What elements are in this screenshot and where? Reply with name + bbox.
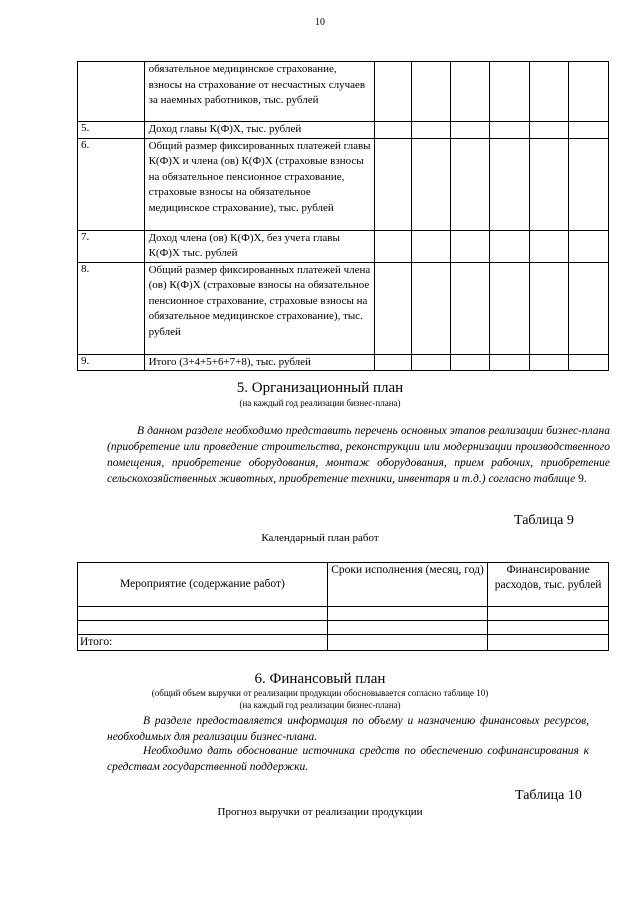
table-row [78,138,609,230]
financial-results-table [77,61,609,371]
table-header-row [78,563,609,607]
row-number: 5. [78,122,145,139]
row-number: 7. [78,230,145,262]
row-number: 9. [78,354,145,371]
table-row [78,62,609,122]
row-number: 8. [78,262,145,354]
calendar-plan-table [77,562,609,651]
column-header: Сроки исполнения (месяц, год) [327,563,487,607]
row-label: Доход главы К(Ф)Х, тыс. рублей [144,122,375,139]
table-row [78,122,609,139]
row-number: 6. [78,138,145,230]
table9-caption: Таблица 9 [514,513,574,528]
section5-table-ref: 9. [578,473,587,485]
table10-title: Прогноз выручки от реализации продукции [217,806,423,818]
row-number [78,62,145,122]
section5-paragraph-text: В данном разделе необходимо представить перечень основных этапов реализации бизнес-плана (приобретение или проведение строительства, реконструкции или модернизации производственного помещения, приобретение оборудования, монтаж оборудования, прием рабочих, приобретение сельскохозяйственных животных, приобретение техники, инвентаря и т.д.) согласно таблице [107,425,610,485]
table-row [78,262,609,354]
row-label: Итого (3+4+5+6+7+8), тыс. рублей [144,354,375,371]
row-label: Общий размер фиксированных платежей главы К(Ф)Х и члена (ов) К(Ф)Х (страховые взносы на обязательное пенсионное страхование, страховые взносы на обязательное медицинское страхование), тыс. рублей [144,138,375,230]
table-row [78,354,609,371]
table9-title: Календарный план работ [261,532,379,544]
row-label: Общий размер фиксированных платежей члена (ов) К(Ф)Х (страховые взносы на обязательное пенсионное страхование, страховые взносы на обязательное медицинское страхование), тыс. рублей [144,262,375,354]
section6-subtitle-1: (общий объем выручки от реализации продукции обосновывается согласно таблице 10) [151,688,489,698]
section6-paragraph-2: Необходимо дать обоснование источника средств по обеспечению софинансирования к средствам государственной поддержки. [107,745,589,773]
table10-caption: Таблица 10 [515,788,582,803]
section6-title: 6. Финансовый план [254,671,386,687]
section5-title: 5. Организационный план [236,380,404,396]
row-label: Доход члена (ов) К(Ф)Х, без учета главы К(Ф)Х тыс. рублей [144,230,375,262]
section5-paragraph [107,423,610,487]
column-header: Мероприятие (содержание работ) [78,563,328,607]
section5-subtitle: (на каждый год реализации бизнес-плана) [239,398,401,408]
table-row [78,621,609,635]
section6-paragraph-1: В разделе предоставляется информация по объему и назначению финансовых ресурсов, необходимых для реализации бизнес-плана. [107,715,589,743]
section6-subtitle-2: (на каждый год реализации бизнес-плана) [239,700,401,710]
table-row [78,607,609,621]
table-row [78,635,609,651]
row-label: обязательное медицинское страхование, взносы на страхование от несчастных случаев за наемных работников, тыс. рублей [144,62,375,122]
table-row [78,230,609,262]
page-number: 10 [315,17,325,28]
total-label: Итого: [78,635,328,651]
column-header: Финансирование расходов, тыс. рублей [488,563,609,607]
